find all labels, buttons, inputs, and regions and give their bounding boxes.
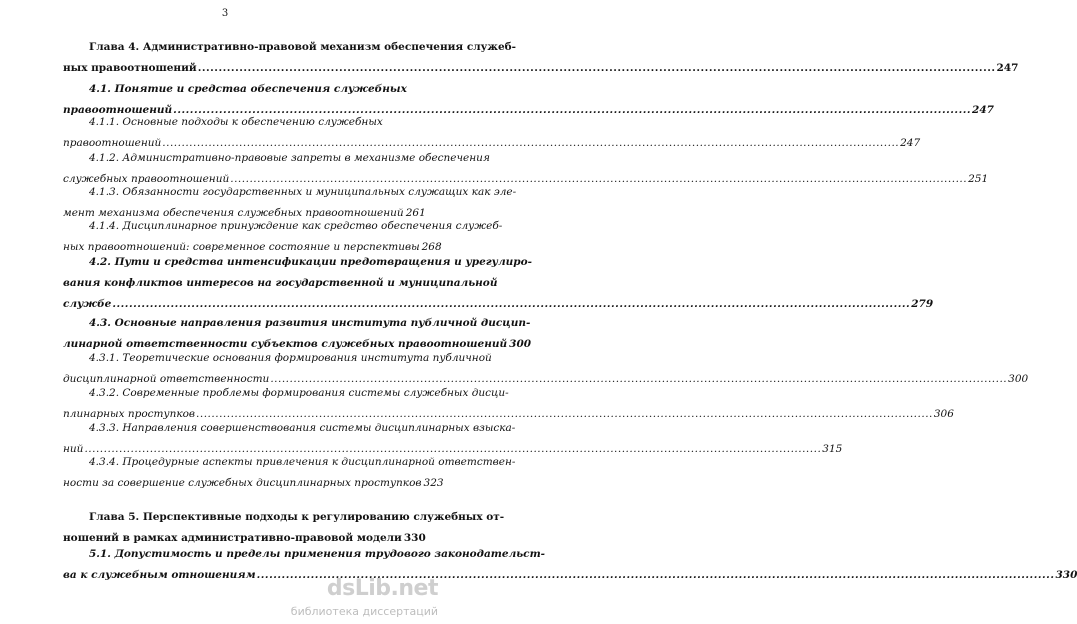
leader-dots — [112, 294, 910, 315]
toc-entry-text: 5.1. Допустимость и пределы применения трудового законодательст- — [89, 548, 546, 560]
toc-page-number: 247 — [996, 62, 1019, 74]
watermark — [290, 576, 438, 618]
toc-page-number: 247 — [900, 137, 921, 149]
toc-entry-chapter-4 — [63, 37, 1019, 79]
toc-entry-text: ных правоотношений — [63, 62, 197, 74]
toc-entry-text: Глава 4. Административно-правовой механизм обеспечения служеб- — [89, 41, 516, 53]
toc-entry-text: ных правоотношений: современное состояние и перспективы — [63, 241, 420, 253]
toc-entry-text: ности за совершение служебных дисциплинарных проступков — [63, 477, 422, 489]
toc-page-number: 247 — [972, 104, 994, 116]
toc-page-number: 268 — [421, 241, 442, 253]
toc-entry-text: 4.3.3. Направления совершенствования системы дисциплинарных взыска- — [89, 422, 516, 434]
toc-entry-text: 4.1.2. Административно-правовые запреты в механизме обеспечения — [89, 152, 490, 164]
watermark-subtitle: библиотека диссертаций — [290, 605, 438, 618]
toc-entry-text: службе — [63, 298, 112, 310]
toc-entry-text: ний — [63, 443, 84, 455]
toc-entry-text: 4.3. Основные направления развития института публичной дисцип- — [89, 317, 531, 329]
toc-page-number: 306 — [933, 408, 954, 420]
toc-entry-4-3-4 — [63, 452, 516, 494]
toc-page-number: 300 — [1008, 373, 1029, 385]
toc-entry-text: служебных правоотношений — [63, 173, 230, 185]
toc-page-number: 323 — [423, 477, 444, 489]
toc-entry-text: мент механизма обеспечения служебных правоотношений — [63, 207, 404, 219]
toc-entry-text: 4.1. Понятие и средства обеспечения служебных — [89, 83, 407, 95]
toc-entry-text: 4.1.1. Основные подходы к обеспечению служебных — [89, 116, 383, 128]
toc-entry-chapter-5 — [63, 507, 505, 549]
toc-page-number: 279 — [911, 298, 934, 310]
page-number: 3 — [221, 8, 229, 19]
toc-entry-text: правоотношений — [63, 104, 173, 116]
toc-entry-text: плинарных проступков — [63, 408, 196, 420]
toc-entry-text: 4.1.3. Обязанности государственных и муниципальных служащих как эле- — [89, 186, 517, 198]
toc-entry-text: Глава 5. Перспективные подходы к регулированию служебных от- — [89, 511, 505, 523]
leader-dots — [198, 58, 996, 79]
toc-entry-text: ношений в рамках административно-правовой модели — [63, 532, 402, 544]
toc-entry-text: 4.3.1. Теоретические основания формирования института публичной — [89, 352, 492, 364]
toc-entry-text: правоотношений — [63, 137, 162, 149]
watermark-logo: dsLib.net — [326, 576, 438, 601]
toc-page-number: 251 — [968, 173, 989, 185]
toc-entry-text: 4.1.4. Дисциплинарное принуждение как средство обеспечения служеб- — [89, 220, 503, 232]
toc-entry-text: 4.2. Пути и средства интенсификации предотвращения и урегулиро- — [89, 256, 532, 268]
toc-entry-text: 4.3.2. Современные проблемы формирования системы служебных дисци- — [89, 387, 509, 399]
toc-entry-text: 4.3.4. Процедурные аспекты привлечения к дисциплинарной ответствен- — [89, 456, 516, 468]
toc-page-number: 261 — [405, 207, 426, 219]
toc-entry-text: дисциплинарной ответственности — [63, 373, 270, 385]
toc-entry-4-2 — [63, 252, 934, 315]
toc-page-number: 315 — [822, 443, 843, 455]
toc-entry-text: ва к служебным отношениям — [63, 569, 256, 581]
toc-entry-text: линарной ответственности субъектов служебных правоотношений — [63, 338, 508, 350]
toc-entry-text: вания конфликтов интересов на государственной и муниципальной — [63, 277, 498, 289]
toc-page-number: 330 — [403, 532, 426, 544]
toc-page-number: 300 — [509, 338, 532, 350]
toc-page-number: 330 — [1055, 569, 1077, 581]
